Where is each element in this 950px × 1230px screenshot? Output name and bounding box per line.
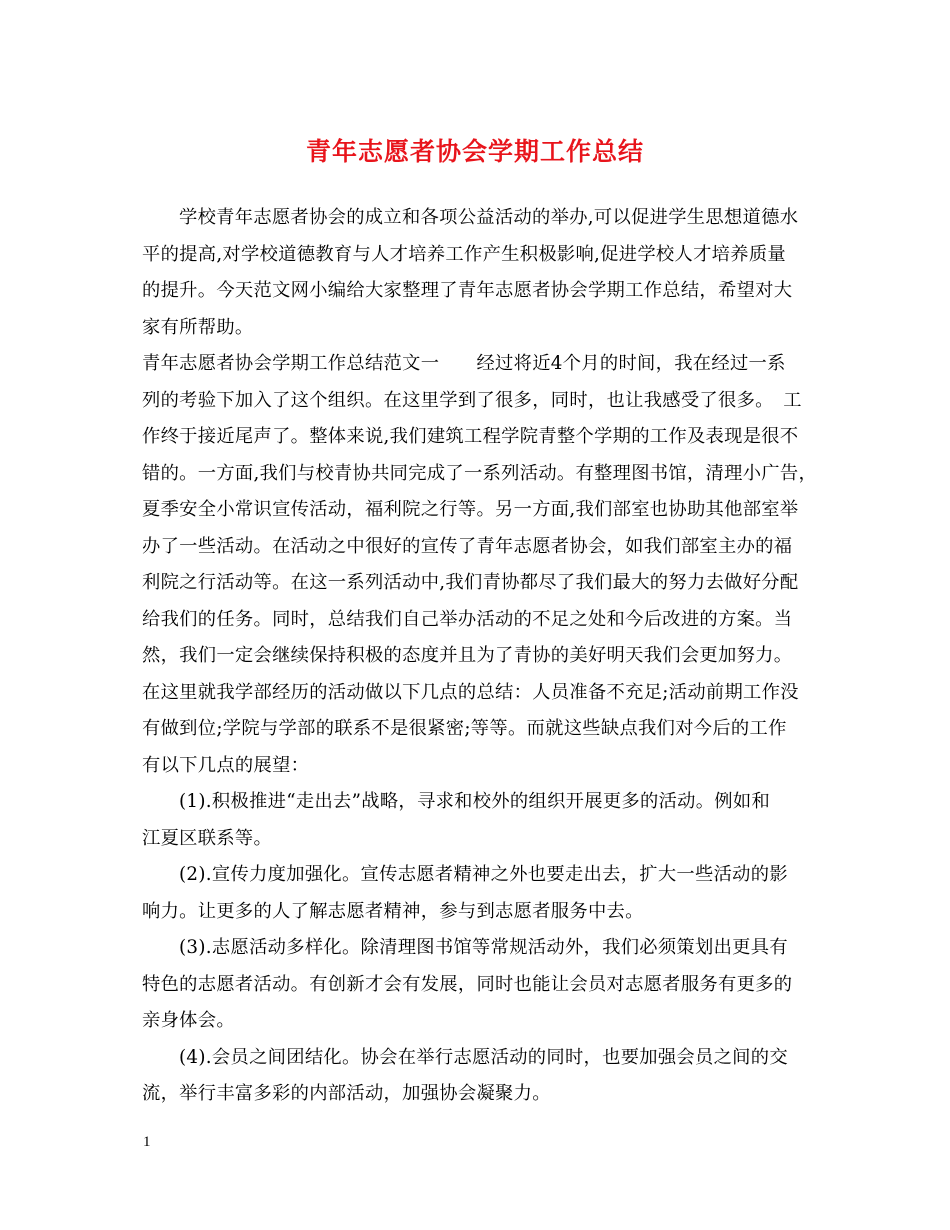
- paragraph-line: 青年志愿者协会学期工作总结范文一 经过将近4个月的时间，我在经过一系: [142, 353, 786, 374]
- list-item-line: 江夏区联系等。: [142, 827, 273, 849]
- paragraph-line: 办了一些活动。在活动之中很好的宣传了青年志愿者协会，如我们部室主办的福: [142, 535, 793, 557]
- paragraph-line: 列的考验下加入了这个组织。在这里学到了很多，同时，也让我感受了很多。 工: [142, 389, 802, 411]
- paragraph-line: 夏季安全小常识宣传活动，福利院之行等。另一方面,我们部室也协助其他部室举: [142, 499, 799, 520]
- document-title: 青年志愿者协会学期工作总结: [305, 137, 644, 166]
- paragraph-line: 学校青年志愿者协会的成立和各项公益活动的举办,可以促进学生思想道德水: [179, 207, 799, 228]
- list-item-line: (1).积极推进“走出去”战略，寻求和校外的组织开展更多的活动。例如和: [179, 791, 771, 812]
- list-item-line: 特色的志愿者活动。有创新才会有发展，同时也能让会员对志愿者服务有更多的: [142, 973, 793, 995]
- document-body: [142, 200, 818, 1113]
- list-item-line: 响力。让更多的人了解志愿者精神，参与到志愿者服务中去。: [142, 900, 644, 922]
- paragraph-line: 错的。一方面,我们与校青协共同完成了一系列活动。有整理图书馆，清理小广告，: [142, 462, 818, 484]
- paragraph-line: 家有所帮助。: [142, 316, 254, 338]
- list-item-line: (3).志愿活动多样化。除清理图书馆等常规活动外，我们必须策划出更具有: [179, 937, 788, 958]
- list-item-line: (2).宣传力度加强化。宣传志愿者精神之外也要走出去，扩大一些活动的影: [179, 864, 788, 885]
- paragraph-line: 有做到位;学院与学部的联系不是很紧密;等等。而就这些缺点我们对今后的工作: [142, 718, 787, 739]
- paragraph-line: 然，我们一定会继续保持积极的态度并且为了青协的美好明天我们会更加努力。: [142, 645, 793, 666]
- paragraph-line: 平的提高,对学校道德教育与人才培养工作产生积极影响,促进学校人才培养质量: [142, 243, 786, 265]
- paragraph-line: 的提升。今天范文网小编给大家整理了青年志愿者协会学期工作总结，希望对大: [142, 280, 793, 301]
- list-item-line: 流，举行丰富多彩的内部活动，加强协会凝聚力。: [142, 1083, 551, 1104]
- paragraph-line: 给我们的任务。同时，总结我们自己举办活动的不足之处和今后改进的方案。当: [142, 608, 793, 630]
- page-number: 1: [143, 1134, 151, 1150]
- paragraph-line: 作终于接近尾声了。整体来说,我们建筑工程学院青整个学期的工作及表现是很不: [142, 426, 799, 447]
- paragraph-line: 有以下几点的展望：: [142, 754, 310, 776]
- paragraph-line: 利院之行活动等。在这一系列活动中,我们青协都尽了我们最大的努力去做好分配: [142, 572, 799, 593]
- list-item-line: (4).会员之间团结化。协会在举行志愿活动的同时，也要加强会员之间的交: [179, 1046, 788, 1068]
- paragraph-line: 在这里就我学部经历的活动做以下几点的总结：人员准备不充足;活动前期工作没: [142, 681, 799, 703]
- list-item-line: 亲身体会。: [142, 1010, 235, 1031]
